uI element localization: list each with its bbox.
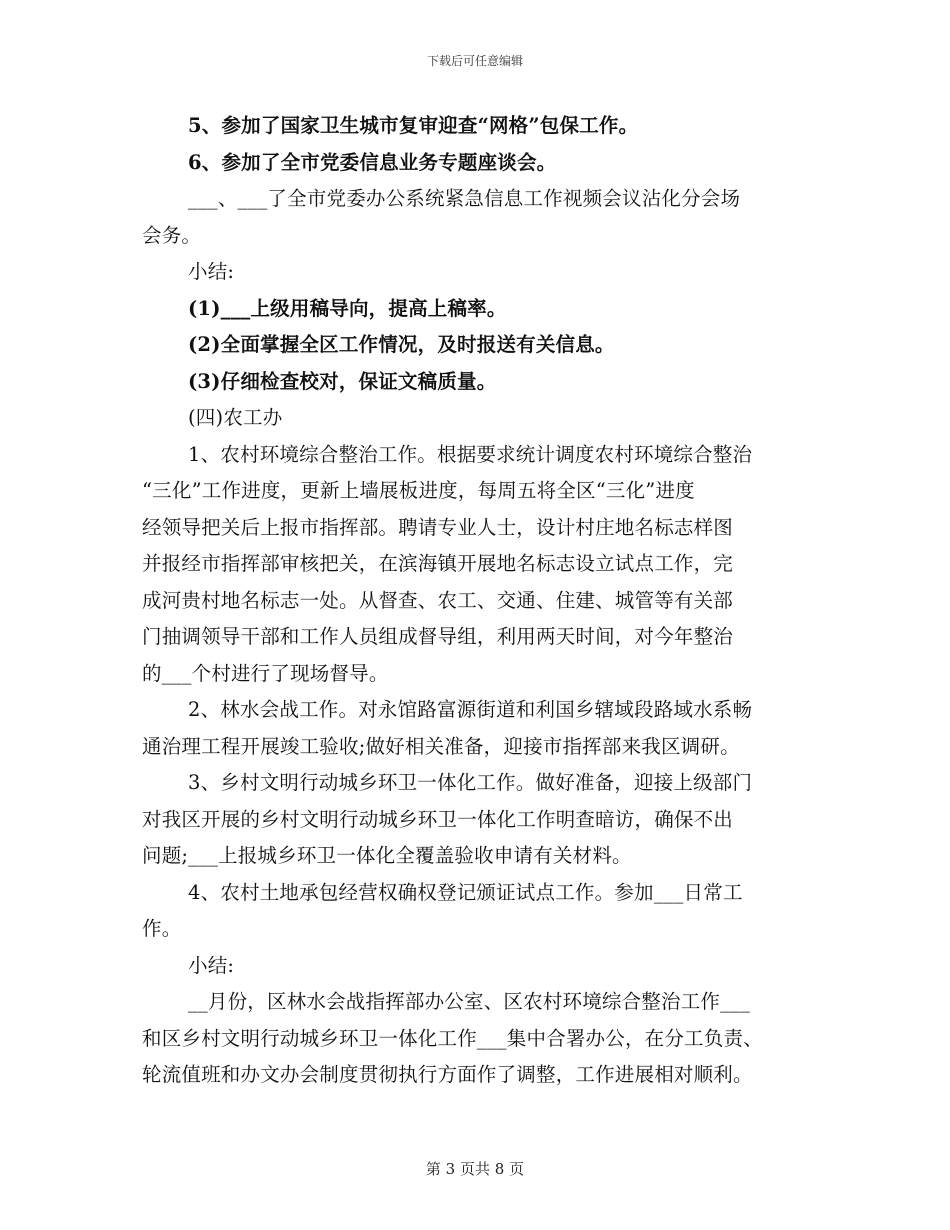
text-line: 门抽调领导干部和工作人员组成督导组，利用两天时间，对今年整治 — [142, 625, 734, 648]
text-line: 小结: — [188, 953, 235, 977]
text-line: 对我区开展的乡村文明行动城乡环卫一体化工作明查暗访，确保不出 — [142, 807, 734, 831]
text-line: (2)全面掌握全区工作情况，及时报送有关信息。 — [188, 333, 615, 356]
text-line: “三化”工作进度，更新上墙展板进度，每周五将全区“三化”进度 — [142, 479, 695, 502]
text-line: 3、乡村文明行动城乡环卫一体化工作。做好准备，迎接上级部门 — [188, 771, 753, 794]
page-header: 下载后可任意编辑 — [426, 54, 523, 68]
text-line: (3)仔细检查校对，保证文稿质量。 — [188, 369, 497, 393]
text-line: (四)农工办 — [188, 406, 283, 429]
text-line: 和区乡村文明行动城乡环卫一体化工作___集中合署办公，在分工负责、 — [142, 1026, 763, 1050]
text-line: 的___个村进行了现场督导。 — [142, 661, 389, 685]
text-line: 成河贵村地名标志一处。从督查、农工、交通、住建、城管等有关部 — [142, 588, 734, 612]
text-line: (1)___上级用稿导向，提高上稿率。 — [188, 296, 507, 320]
page-footer: 第 3 页共 8 页 — [425, 1160, 525, 1178]
text-line: ___、___了全市党委办公系统紧急信息工作视频会议沾化分会场 — [188, 187, 741, 210]
text-line: 轮流值班和办文办会制度贯彻执行方面作了调整，工作进展相对顺利。 — [142, 1063, 753, 1086]
text-line: 问题;___上报城乡环卫一体化全覆盖验收申请有关材料。 — [142, 844, 632, 867]
document-body — [142, 108, 822, 1094]
text-line: 通治理工程开展竣工验收;做好相关准备，迎接市指挥部来我区调研。 — [142, 734, 740, 758]
text-line: __月份，区林水会战指挥部办公室、区农村环境综合整治工作___ — [188, 990, 750, 1013]
text-line: 并报经市指挥部审核把关，在滨海镇开展地名标志设立试点工作，完 — [142, 552, 734, 575]
text-line: 会务。 — [142, 223, 202, 247]
text-line: 小结: — [188, 260, 235, 283]
text-line: 5、参加了国家卫生城市复审迎查“网格”包保工作。 — [188, 114, 639, 137]
text-line: 6、参加了全市党委信息业务专题座谈会。 — [188, 150, 557, 174]
text-line: 经领导把关后上报市指挥部。聘请专业人士，设计村庄地名标志样图 — [142, 515, 734, 539]
text-line: 1、农村环境综合整治工作。根据要求统计调度农村环境综合整治 — [188, 442, 753, 466]
text-line: 2、林水会战工作。对永馆路富源街道和利国乡辖域段路域水系畅 — [188, 698, 753, 721]
text-line: 作。 — [142, 917, 182, 940]
text-line: 4、农村土地承包经营权确权登记颁证试点工作。参加___日常工 — [188, 880, 743, 904]
